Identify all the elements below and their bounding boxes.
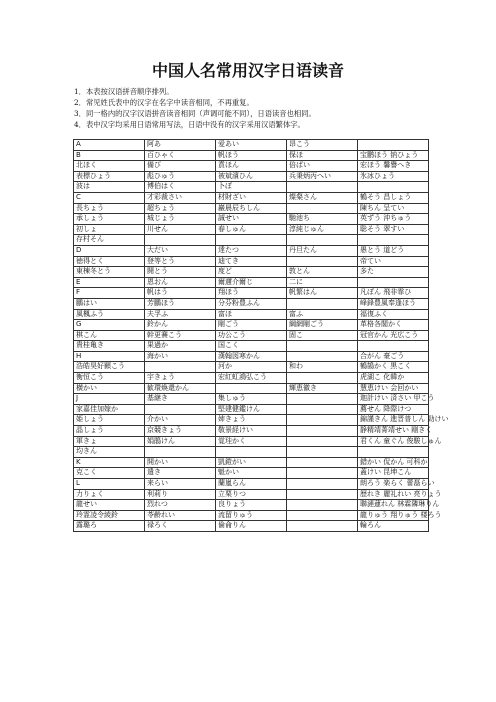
table-cell: E [74,277,145,288]
table-cell [358,510,442,521]
table-cell: 敦とん [287,267,358,278]
table-row [74,468,429,479]
table-cell: 利莉り [145,489,216,500]
table-row [74,277,429,288]
table-row [74,362,429,373]
table-cell [287,457,358,468]
table-cell [287,468,358,479]
table-cell: 革格各閣かく [358,320,429,331]
table-cell: 開かい [145,457,216,468]
table-cell: 昂こう [287,140,358,151]
table-cell: 衡恒こう [74,373,145,384]
table-cell: 迪てき [216,256,287,267]
table-row [74,288,429,299]
table-cell: 翔ほう [216,288,287,299]
table-cell [358,489,442,500]
table-cell: 度ど [216,267,287,278]
table-cell [358,245,429,256]
table-row [74,510,429,521]
table-cell: 貴桂亀き [74,341,145,352]
table-cell: 大だい [145,245,216,256]
table-cell: 北ほく [74,161,145,172]
table-cell [358,457,429,468]
table-cell: 彪ひゅう [145,171,216,182]
table-cell: 丹旦たん [287,245,358,256]
table-cell [358,150,429,161]
table-row [74,426,429,437]
table-cell-entry: 勁けい [427,415,449,424]
table-cell: L [74,479,145,490]
table-cell [287,341,358,352]
table-cell [358,288,429,299]
table-cell: 材財ざい [216,192,287,203]
table-cell [145,404,216,415]
table-row [74,140,429,151]
table-cell: 京競きょう [145,426,216,437]
table-cell: 力りょく [74,489,145,500]
table-cell: 苓齢れい [145,510,216,521]
table-row [74,309,429,320]
table-cell: 宏紅虹鴻弘こう [216,373,287,384]
table-cell-entry: 君くん [360,436,381,445]
table-cell: 集しゅう [216,394,287,405]
note-item: 1．本表按汉语拼音顺序排列。 [74,87,174,96]
table-cell: 龍せい [74,500,145,511]
table-cell: 輪ろん [358,521,429,532]
table-cell: 立栗りつ [216,489,287,500]
note-item: 2．常见姓氏表中的汉字在名字中读音相同，不再重复。 [74,98,254,107]
table-cell-entry: 蓋けい [360,468,381,477]
table-row [74,150,429,161]
table-cell: 賁ほん [216,161,287,172]
table-cell-entry: 黒こく [390,362,412,371]
table-cell: K [74,457,145,468]
table-cell: 堅建健鑑けん [216,404,287,415]
table-cell: 芳鵬ほう [145,298,216,309]
table-cell-entry: 化韓か [383,373,405,382]
table-cell [358,362,429,373]
table-cell: 均きん [74,447,145,458]
table-row [74,320,429,331]
table-row [74,351,429,362]
table-cell-entry: 愚とう [360,245,381,254]
table-cell: C [74,192,145,203]
table-cell-entry: 宏ほう [360,161,381,170]
table-cell: 保ほ [287,150,358,161]
table-cell: 倫侖りん [216,521,287,532]
notes-list [74,86,316,130]
table-cell: 姫しょう [74,415,145,426]
table-cell: 恩おん [145,277,216,288]
table-cell: 分芬粉豊ふん [216,298,287,309]
table-cell-entry: 麗礼れい [383,489,412,498]
table-cell-entry: 蕾磊らい [406,479,435,487]
table-cell [287,394,358,405]
table-cell: 波は [74,182,145,193]
table-cell [287,235,358,246]
table-cell: 凱鎧がい [216,457,287,468]
table-cell: 風楓ふう [74,309,145,320]
table-cell: 魁かい [216,468,287,479]
table-cell-entry: 昌しょう [383,192,412,201]
table-row [74,192,429,203]
table-cell: 蘭嵐らん [216,479,287,490]
table-row [74,171,429,182]
table-cell: 介かい [145,415,216,426]
table-cell [358,214,429,225]
table-cell: 覚珪かく [216,436,287,447]
table-cell-entry: 済さい [390,394,412,403]
table-cell: 娟鵑けん [145,436,216,447]
table-cell [358,404,429,415]
table-cell [358,479,435,490]
table-cell: 馳池ち [287,214,358,225]
table-cell: 帆ほう [216,150,287,161]
table-cell [358,447,429,458]
table-cell: 達たつ [216,245,287,256]
table-cell-entry: 昆坤こん [383,468,412,477]
table-cell [287,373,358,384]
table-cell-entry: 翠すい [383,224,405,233]
table-row [74,298,429,309]
table-cell-entry: 沖ちゅう [383,214,412,223]
table-cell: 玲霊凌令綾鈴 [74,510,145,521]
table-cell: 敬景経けい [216,426,287,437]
table-cell-entry: 虎湖こ [360,373,381,382]
table-row [74,436,429,447]
table-cell [145,447,216,458]
table-cell: 闘とう [145,267,216,278]
table-cell: F [74,288,145,299]
table-cell: 博伯はく [145,182,216,193]
table-cell: 功公こう [216,330,287,341]
table-cell: D [74,245,145,256]
table-cell [358,192,429,203]
table-cell: 夫孚ふ [145,309,216,320]
table-cell-entry: 林霖隣琳りん [397,500,440,509]
table-cell-entry: 凡ぼん [360,288,381,297]
table-cell: 浩皓昊好顥こう [74,362,145,373]
table-cell-entry: 豪ごう [383,351,405,360]
table-cell: 剛ごう [216,320,287,331]
table-cell [287,203,358,214]
table-cell: 良りょう [216,500,287,511]
table-cell: 露璐ろ [74,521,145,532]
table-cell: 家嘉佳加嫁か [74,404,145,415]
table-cell-entry: 楽らく [383,479,405,487]
table-cell: 輝恵徽き [287,383,358,394]
note-item: 3．同一格内的汉字汉语拼音读音相同（声调可能不同），日语读音也相同。 [74,109,316,118]
table-row [74,521,429,532]
table-cell-entry: 聯漣蓮れん [360,500,395,509]
table-cell: 克こく [74,468,145,479]
table-row [74,447,429,458]
table-cell [287,415,358,426]
table-cell: 漢翰図寒かん [216,351,287,362]
table-cell [358,140,429,151]
table-row [74,267,429,278]
table-cell [287,351,358,362]
table-cell: 宇きょう [145,373,216,384]
table-row [74,457,429,468]
table-cell [216,447,287,458]
table-cell: 爱あい [216,140,287,151]
table-cell [287,479,358,490]
table-cell: 姉きょう [216,415,287,426]
table-cell: 阿あ [145,140,216,151]
table-cell [287,500,358,511]
table-cell [216,235,287,246]
table-cell: 帆はう [145,288,216,299]
table-cell [287,256,358,267]
table-cell-entry: 馨譽へき [383,161,412,170]
table-cell [358,235,429,246]
table-cell [358,468,429,479]
table-cell: 表標ひょう [74,171,145,182]
table-cell-entry: 錯かい [360,457,381,466]
table-cell-entry: 歴れき [360,489,381,498]
table-cell [145,235,216,246]
table-cell-entry: 楼ろう [420,510,442,519]
table-cell-entry: 錦謹きん [360,415,388,424]
table-cell [358,383,429,394]
table-row [74,235,429,246]
table-cell: 歓環煥還かん [145,383,216,394]
table-cell-entry: 聡そう [360,224,381,233]
table-cell: 流留りゅう [216,510,287,521]
table-cell: B [74,150,145,161]
table-cell [358,394,435,405]
table-cell-entry: 冠官かん [360,330,388,339]
table-cell: 川せん [145,224,216,235]
table-cell [287,447,358,458]
table-cell-entry: 甲こう [413,394,435,403]
table-cell: 燦粲さん [287,192,358,203]
table-cell [287,426,358,437]
table-cell: 卜ぼ [216,182,287,193]
table-cell-entry: 陳ちん [360,203,381,212]
table-cell: J [74,394,145,405]
table-cell: 爾邇介爾じ [216,277,287,288]
table-cell: 被斌濱ひん [216,171,287,182]
table-cell: 淳純じゅん [287,224,358,235]
table-row [74,404,429,415]
table-cell: 富ほ [216,309,287,320]
table-cell: 多た [358,267,429,278]
table-cell: 禄ろく [145,521,216,532]
table-cell: 烈れつ [145,500,216,511]
table-cell [358,351,429,362]
table-cell: 国こく [216,341,287,352]
table-cell: 存村そん [74,235,145,246]
table-cell: 誠せい [216,214,287,225]
table-cell-entry: 翔りゅう [390,510,419,519]
table-row [74,373,429,384]
note-item: 4．表中汉字均采用日语常用写法，日语中没有的汉字采用汉语繁体字。 [74,120,305,129]
table-cell: 兵秉炳丙へい [287,171,358,182]
table-cell: 遣き [145,468,216,479]
table-cell: A [74,140,145,151]
table-cell [358,224,429,235]
table-cell: 横かい [74,383,145,394]
table-cell-entry: 亮りょう [413,489,442,498]
table-cell [358,373,429,384]
table-cell: 百ひゃく [145,150,216,161]
table-row [74,415,429,426]
table-cell [358,182,429,193]
table-cell-entry: 降際けつ [383,404,412,413]
table-cell [358,500,440,511]
table-cell-entry: 慧恵けい [360,383,388,392]
table-cell-entry: 光広こう [390,330,419,339]
table-cell [358,161,429,172]
table-cell: 氷冰ひょう [358,171,429,182]
table-cell: 帆繁はん [287,288,358,299]
table-cell [287,489,358,500]
table-cell: 峰鋒豊風奉逢ほう [358,298,429,309]
table-cell: 軍きょ [74,436,145,447]
table-cell-entry: 龍りゅう [360,510,388,519]
table-cell-entry: 英ずう [360,214,381,223]
table-cell [358,277,429,288]
table-row [74,245,429,256]
table-cell-entry: 鶴そう [360,192,381,201]
table-cell-entry: 宝鹏ほう [360,150,388,159]
table-cell-entry: 侃かん [383,457,405,466]
table-cell-entry: 钠ひょう [390,150,419,159]
table-cell: 和わ [287,362,358,373]
table-cell: 幹更賽こう [145,330,216,341]
table-cell: 晶しょう [74,426,145,437]
table-row [74,182,429,193]
table-cell-entry: 合がん [360,351,381,360]
table-cell: 初しょ [74,224,145,235]
table-cell [216,383,287,394]
table-cell-entry: 飛非霏ひ [383,288,412,297]
table-cell: 城じょう [145,214,216,225]
table-cell-entry: 薦せん [360,404,381,413]
table-cell: 巖晨辰ちしん [216,203,287,214]
table-row [74,203,429,214]
table-cell [358,426,433,437]
table-cell: 果過か [145,341,216,352]
table-cell [358,330,429,341]
table-cell [358,341,429,352]
table-cell [358,415,449,426]
table-cell: 海かい [145,351,216,362]
table-cell-entry: 可科か [406,457,428,466]
table-cell-entry: 呈てい [383,203,405,212]
table-cell: 河か [216,362,287,373]
table-cell: 東棟冬とう [74,267,145,278]
table-cell: 承しょう [74,214,145,225]
table-cell [287,510,358,521]
table-cell [287,298,358,309]
table-cell: 登等とう [145,256,216,267]
table-cell [287,182,358,193]
table-row [74,330,429,341]
kanji-table-body [74,140,449,532]
table-row [74,489,429,500]
table-cell-entry: 朗ろう [360,479,381,487]
table-cell: 鈴かん [145,320,216,331]
table-cell [287,404,358,415]
table-cell: 福復ふく [358,309,429,320]
table-cell: 徳得とく [74,256,145,267]
table-cell: 基継き [145,394,216,405]
table-cell [358,203,429,214]
table-cell: H [74,351,145,362]
table-cell: 超ちょう [145,203,216,214]
table-cell-entry: 鶴鵠かく [360,362,388,371]
table-cell [145,362,216,373]
table-cell-entry: 道どう [383,245,405,254]
table-cell-entry: 俊駿しゅん [406,436,442,445]
table-cell: G [74,320,145,331]
table-cell: 備び [145,161,216,172]
table-cell [287,521,358,532]
table-cell: 春しゅん [216,224,287,235]
table-cell-entry: 静精靖菁靖せい [360,426,409,435]
table-cell: 綱網剛ごう [287,320,358,331]
table-row [74,500,429,511]
table-cell-entry: 童ぐん [383,436,405,445]
table-cell [287,436,358,447]
kanji-reading-table [73,139,449,532]
table-row [74,394,429,405]
page-title: 中国人名常用汉字日语读音 [151,61,344,80]
table-cell: 二に [287,277,358,288]
table-cell-entry: 会回かい [390,383,419,392]
table-cell: 長ちょう [74,203,145,214]
table-cell: 固こ [287,330,358,341]
table-cell: 倍ばい [287,161,358,172]
table-cell: 帝てい [358,256,429,267]
table-cell-entry: 進晋普しん [390,415,426,424]
table-cell: 棋こん [74,330,145,341]
table-row [74,479,429,490]
table-row [74,256,429,267]
table-cell: 富ふ [287,309,358,320]
table-cell-entry: 剛きく [411,426,433,435]
table-cell-entry: 迦計けい [360,394,388,403]
table-row [74,341,429,352]
table-cell: 才彩裁さい [145,192,216,203]
table-row [74,383,429,394]
table-cell: 鵬はい [74,298,145,309]
table-row [74,161,429,172]
table-cell [358,436,442,447]
table-row [74,224,429,235]
table-cell: 来らい [145,479,216,490]
table-row [74,214,429,225]
